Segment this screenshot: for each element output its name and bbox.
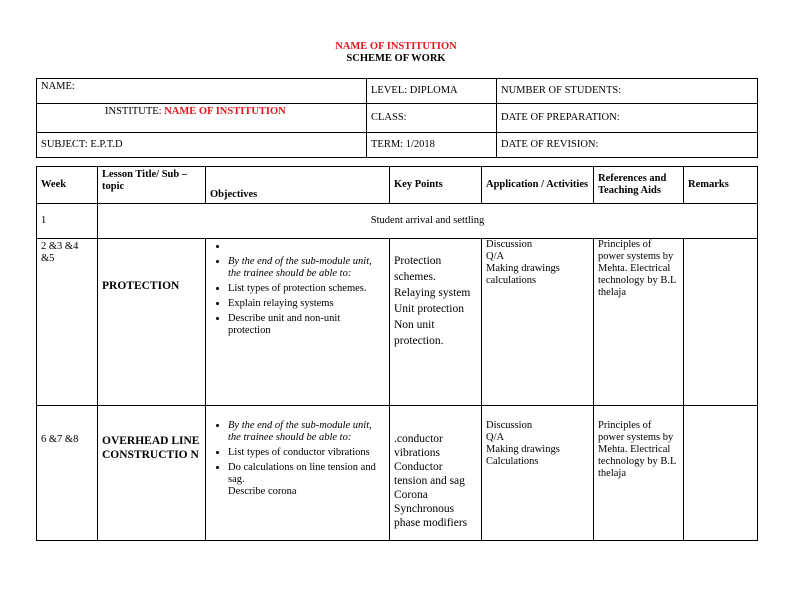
scheme-table: [36, 166, 758, 541]
objectives-cell: [206, 239, 390, 406]
remarks-cell: [684, 239, 758, 406]
activity: calculations: [486, 275, 537, 286]
objective-item: • Explain relaying systems: [228, 298, 385, 310]
references-cell: Principles of power systems by Mehta. Electrical technology by B.L thelaja: [594, 406, 684, 541]
prep-field: DATE OF PREPARATION:: [497, 104, 758, 133]
empty-bullet: [228, 241, 385, 253]
header-objectives: Objectives: [206, 167, 390, 204]
activities-cell: [482, 239, 594, 406]
header-keypoints: Key Points: [390, 167, 482, 204]
header-week: Week: [37, 167, 98, 204]
lesson-title: OVERHEAD LINE CONSTRUCTIO N: [98, 406, 206, 541]
subject-field: SUBJECT: E.P.T.D: [37, 133, 367, 158]
keypoint: Unit protection: [394, 303, 464, 315]
institute-field: [37, 104, 367, 133]
keypoint: Relaying system: [394, 287, 471, 299]
institute-value: NAME OF INSTITUTION: [164, 106, 286, 117]
objective-extra: Describe corona: [228, 486, 297, 497]
students-field: NUMBER OF STUDENTS:: [497, 79, 758, 104]
activities-cell: [482, 406, 594, 541]
week-cell: 2 &3 &4 &5: [37, 239, 98, 406]
arrival-cell: Student arrival and settling: [98, 204, 758, 239]
level-field: LEVEL: DIPLOMA: [367, 79, 497, 104]
activity: Calculations: [486, 456, 539, 467]
scheme-title: SCHEME OF WORK: [346, 53, 446, 64]
activity: Discussion: [486, 239, 533, 250]
class-field: CLASS:: [367, 104, 497, 133]
keypoint: Synchronous phase modifiers: [394, 503, 468, 529]
document-title: [0, 41, 792, 65]
header-references: References and Teaching Aids: [594, 167, 684, 204]
header-lesson: Lesson Title/ Sub – topic: [98, 167, 206, 204]
references-cell: Principles of power systems by Mehta. Electrical technology by B.L thelaja: [594, 239, 684, 406]
objective-item: • Do calculations on line tension and sag.: [228, 462, 385, 486]
activity: Q/A: [486, 251, 505, 262]
institution-title: NAME OF INSTITUTION: [335, 41, 457, 52]
objective-item: • List types of protection schemes.: [228, 283, 385, 295]
activity: Q/A: [486, 432, 505, 443]
remarks-cell: [684, 406, 758, 541]
objective-intro: • By the end of the sub-module unit, the trainee should be able to:: [228, 420, 385, 444]
objectives-cell: [206, 406, 390, 541]
info-table: [36, 78, 758, 158]
keypoint: Conductor tension and sag: [394, 461, 465, 487]
keypoint: .conductor vibrations: [394, 433, 443, 459]
objective-intro: • By the end of the sub-module unit, the trainee should be able to:: [228, 256, 385, 280]
header-activities: Application / Activities: [482, 167, 594, 204]
keypoint: Non unit protection.: [394, 319, 444, 347]
objective-item: • Describe unit and non-unit protection: [228, 313, 385, 337]
revision-field: DATE OF REVISION:: [497, 133, 758, 158]
header-remarks: Remarks: [684, 167, 758, 204]
keypoints-cell: [390, 406, 482, 541]
activity: Making drawings: [486, 263, 560, 274]
keypoint: Corona: [394, 489, 428, 501]
week-cell: 1: [37, 204, 98, 239]
term-field: TERM: 1/2018: [367, 133, 497, 158]
week-cell: 6 &7 &8: [37, 406, 98, 541]
institute-label: INSTITUTE:: [105, 106, 162, 117]
lesson-title: PROTECTION: [98, 239, 206, 406]
name-field: NAME:: [37, 79, 367, 104]
objective-item: • List types of conductor vibrations: [228, 447, 385, 459]
activity: Discussion: [486, 420, 533, 431]
keypoints-cell: [390, 239, 482, 406]
activity: Making drawings: [486, 444, 560, 455]
keypoint: Protection schemes.: [394, 255, 442, 283]
